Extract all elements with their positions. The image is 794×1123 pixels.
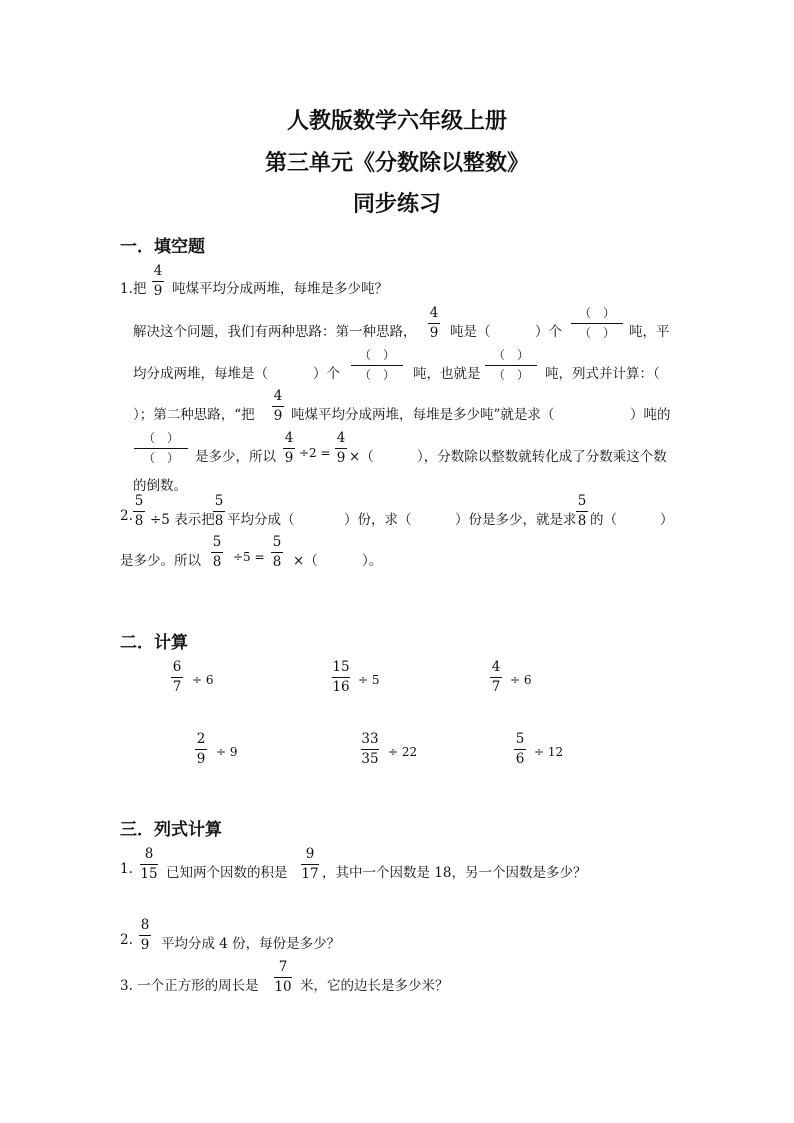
fraction-numerator: 7 <box>278 959 288 975</box>
fraction-bar <box>140 864 158 865</box>
fraction-bar <box>490 677 502 678</box>
calc-4-fraction <box>195 731 207 767</box>
q2-fraction-5 <box>271 534 283 570</box>
s3-q2-text: 平均分成 4 份，每份是多少？ <box>161 936 341 952</box>
fraction-denominator: 8 <box>577 513 587 529</box>
s3-q2-fraction <box>139 917 151 953</box>
fraction-bar <box>332 677 350 678</box>
fraction-numerator: 33 <box>361 731 379 747</box>
fraction-denominator: 10 <box>274 979 292 995</box>
s3-q1-prefix: 1. <box>120 861 133 877</box>
section-2-heading: 二．计算 <box>120 633 188 653</box>
fraction-denominator: 15 <box>140 866 158 882</box>
q1-line5-blank-fraction <box>134 430 188 466</box>
fraction-bar <box>576 511 588 512</box>
fraction-denominator: 17 <box>301 866 319 882</box>
q2-text-i: ×（ <box>293 553 318 569</box>
calc-2-fraction <box>332 659 350 695</box>
calc-1-fraction <box>171 659 183 695</box>
fraction-denominator: 8 <box>212 554 222 570</box>
fraction-bar <box>195 749 207 750</box>
fraction-bar <box>213 511 225 512</box>
s3-q3-prefix: 3. 一个正方形的周长是 <box>120 978 259 994</box>
fraction-denominator: 7 <box>172 679 182 695</box>
fraction-denominator: 9 <box>336 450 346 466</box>
fraction-numerator: 4 <box>491 659 501 675</box>
fraction-numerator: 5 <box>272 534 282 550</box>
fraction-denominator-blank: （ ） <box>492 368 529 382</box>
q2-text-j: ）。 <box>362 553 383 569</box>
q1-line3-d: 吨，列式并计算：（ <box>545 366 660 382</box>
q1-text: 吨煤平均分成两堆，每堆是多少吨？ <box>172 281 388 297</box>
q1-prefix: 1.把 <box>120 281 147 297</box>
fraction-numerator-blank: （ ） <box>358 348 395 362</box>
q2-fraction-4 <box>211 534 223 570</box>
calc-4-op: ÷ 9 <box>216 745 238 759</box>
fraction-numerator: 9 <box>305 846 315 862</box>
section-1-heading: 一．填空题 <box>120 237 205 257</box>
fraction-denominator: 9 <box>196 751 206 767</box>
fraction-numerator: 2 <box>196 731 206 747</box>
title-line-2: 第三单元《分数除以整数》 <box>264 150 529 176</box>
calc-5-op: ÷ 22 <box>388 745 418 759</box>
q1-line3-c: 吨，也就是 <box>413 366 481 382</box>
fraction-bar <box>171 677 183 678</box>
q2-fraction-1 <box>133 493 145 529</box>
fraction-bar <box>133 511 145 512</box>
q1-line3-blank-fraction-1 <box>351 347 403 383</box>
q1-line5-b: ÷2 = <box>299 446 331 460</box>
q2-prefix: 2. <box>120 508 133 524</box>
q1-line3-b: ）个 <box>313 366 340 382</box>
s3-q2-prefix: 2. <box>120 932 133 948</box>
s3-q1-fraction-2 <box>301 846 319 882</box>
fraction-denominator-blank: （ ） <box>578 326 615 340</box>
calc-3-fraction <box>490 659 502 695</box>
fraction-numerator: 8 <box>140 917 150 933</box>
calc-1-op: ÷ 6 <box>192 673 214 687</box>
fraction-denominator: 8 <box>214 513 224 529</box>
fraction-denominator: 16 <box>332 679 350 695</box>
fraction-denominator: 9 <box>273 408 283 424</box>
fraction-bar <box>211 552 223 553</box>
fraction-numerator-blank: （ ） <box>142 431 179 445</box>
fraction-numerator: 8 <box>144 846 154 862</box>
q1-line5-fraction-1 <box>283 430 295 466</box>
fraction-numerator: 4 <box>336 430 346 446</box>
q1-fraction-4-9 <box>152 263 164 299</box>
fraction-bar <box>272 406 284 407</box>
q2-text-g: 是多少。所以 <box>120 553 201 569</box>
fraction-numerator: 4 <box>429 305 439 321</box>
fraction-denominator: 9 <box>153 283 163 299</box>
fraction-numerator-blank: （ ） <box>578 306 615 320</box>
fraction-bar <box>134 448 188 449</box>
fraction-bar <box>271 552 283 553</box>
q2-text-h: ÷5 = <box>233 550 265 564</box>
fraction-denominator: 8 <box>272 554 282 570</box>
q1-line5-fraction-2 <box>335 430 347 466</box>
fraction-bar <box>361 749 379 750</box>
calc-6-op: ÷ 12 <box>534 745 564 759</box>
s3-q1-fraction-1 <box>140 846 158 882</box>
fraction-numerator: 5 <box>134 493 144 509</box>
title-line-1: 人教版数学六年级上册 <box>286 108 507 134</box>
q1-line4-fraction <box>272 388 284 424</box>
q2-fraction-2 <box>213 493 225 529</box>
q1-line5-d: ），分数除以整数就转化成了分数乘这个数 <box>417 449 667 465</box>
q1-line5-c: ×（ <box>349 449 374 465</box>
q1-line4-a: ）；第二种思路，“把 <box>133 407 255 423</box>
q1-line5-a: 是多少，所以 <box>195 449 276 465</box>
q1-line3-blank-fraction-2 <box>485 347 537 383</box>
fraction-bar <box>301 864 319 865</box>
q1-line2-fraction <box>428 305 440 341</box>
q2-text-f: ） <box>660 512 674 528</box>
fraction-denominator-blank: （ ） <box>358 368 395 382</box>
fraction-denominator: 9 <box>140 937 150 953</box>
fraction-bar <box>139 935 151 936</box>
s3-q1-text-b: ，其中一个因数是 18，另一个因数是多少？ <box>322 865 587 881</box>
fraction-numerator-blank: （ ） <box>492 348 529 362</box>
fraction-numerator: 5 <box>212 534 222 550</box>
q2-text-c: ）份，求（ <box>344 512 412 528</box>
q2-text-a: ÷5 表示把 <box>150 512 215 528</box>
q1-line4-b: 吨煤平均分成两堆，每堆是多少吨”就是求（ <box>291 407 555 423</box>
fraction-denominator-blank: （ ） <box>142 451 179 465</box>
q2-fraction-3 <box>576 493 588 529</box>
q1-line3-a: 均分成两堆，每堆是（ <box>133 366 268 382</box>
fraction-bar <box>335 448 347 449</box>
fraction-bar <box>514 749 526 750</box>
calc-2-op: ÷ 5 <box>358 673 380 687</box>
fraction-numerator: 4 <box>284 430 294 446</box>
s3-q3-fraction <box>274 959 292 995</box>
fraction-denominator: 8 <box>134 513 144 529</box>
fraction-numerator: 5 <box>577 493 587 509</box>
fraction-bar <box>571 323 623 324</box>
fraction-numerator: 15 <box>332 659 350 675</box>
fraction-denominator: 6 <box>515 751 525 767</box>
q2-text-e: 的（ <box>590 512 617 528</box>
q1-line2-a: 解决这个问题，我们有两种思路：第一种思路， <box>133 324 417 340</box>
fraction-numerator: 5 <box>515 731 525 747</box>
section-3-heading: 三．列式计算 <box>120 820 222 840</box>
q1-line4-c: ）吨的 <box>630 407 671 423</box>
fraction-numerator: 6 <box>172 659 182 675</box>
fraction-numerator: 4 <box>273 388 283 404</box>
fraction-bar <box>152 281 164 282</box>
fraction-numerator: 5 <box>214 493 224 509</box>
fraction-bar <box>485 365 537 366</box>
calc-6-fraction <box>514 731 526 767</box>
fraction-numerator: 4 <box>153 263 163 279</box>
calc-5-fraction <box>361 731 379 767</box>
q2-text-b: 平均分成（ <box>227 512 295 528</box>
fraction-bar <box>283 448 295 449</box>
fraction-denominator: 35 <box>361 751 379 767</box>
s3-q1-text-a: 已知两个因数的积是 <box>166 865 288 881</box>
q1-line2-d: 吨，平 <box>629 324 670 340</box>
fraction-denominator: 7 <box>491 679 501 695</box>
q1-line2-c: ）个 <box>535 324 562 340</box>
fraction-bar <box>351 365 403 366</box>
fraction-bar <box>428 323 440 324</box>
fraction-denominator: 9 <box>284 450 294 466</box>
s3-q3-text: 米，它的边长是多少米？ <box>300 978 449 994</box>
q2-text-d: ）份是多少，就是求 <box>455 512 577 528</box>
calc-3-op: ÷ 6 <box>510 673 532 687</box>
q1-line2-b: 吨是（ <box>450 324 491 340</box>
title-line-3: 同步练习 <box>352 191 441 217</box>
q1-line2-blank-fraction <box>571 305 623 341</box>
q1-line6: 的倒数。 <box>133 478 187 494</box>
fraction-denominator: 9 <box>429 325 439 341</box>
fraction-bar <box>274 977 292 978</box>
